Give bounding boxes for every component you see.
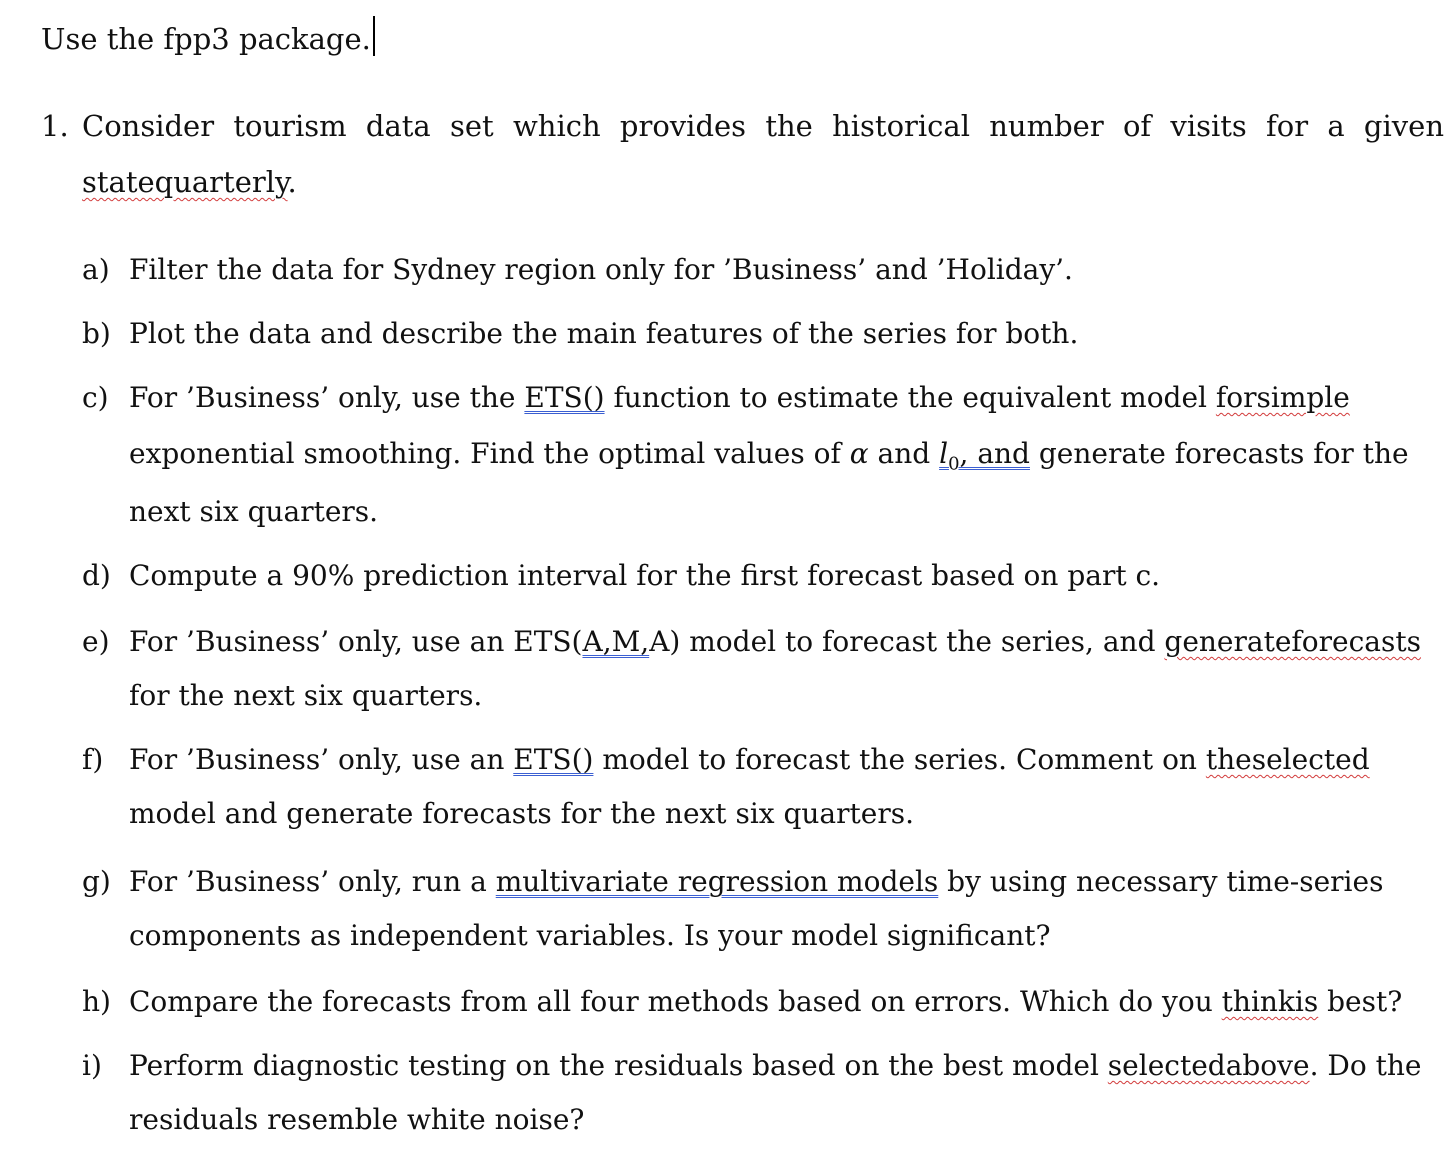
item-a-text: Filter the data for Sydney region only for ’Business’ and ’Holiday’.: [129, 253, 1073, 286]
l-symbol: [939, 437, 960, 475]
item-c-text: For ’Business’ only, use the: [129, 381, 525, 414]
item-c-text: function to estimate the equivalent model: [604, 381, 1216, 414]
item-c-text: exponential smoothing. Find the optimal values of: [129, 437, 850, 470]
item-f-line-2: model and generate forecasts for the next six quarters.: [129, 797, 914, 830]
spelling-flag-forsimple[interactable]: forsimple: [1215, 381, 1350, 414]
item-c-text: generate forecasts for the: [1029, 437, 1409, 470]
grammar-flag-ets[interactable]: ETS(): [524, 381, 605, 414]
item-c-text: , and: [959, 437, 1030, 470]
question-number: 1.: [41, 109, 69, 143]
item-h-text: best?: [1318, 985, 1403, 1018]
item-e-line-1: [129, 620, 1421, 664]
item-c-text: and: [868, 437, 940, 470]
item-f-line-1: [129, 738, 1370, 782]
item-letter: g): [82, 865, 111, 898]
l-subscript: 0: [948, 453, 960, 475]
item-b-text: Plot the data and describe the main features of the series for both.: [129, 317, 1079, 350]
question-1-line-2-end: .: [287, 165, 297, 199]
item-g-text: by using necessary time-series: [938, 865, 1384, 898]
item-g-line-2: components as independent variables. Is your model significant?: [129, 919, 1051, 952]
item-h-line-1: [129, 980, 1402, 1024]
grammar-flag-regression-models[interactable]: multivariate regression models: [495, 865, 939, 898]
item-c-line-2: [129, 432, 1409, 487]
spelling-flag-generateforecasts[interactable]: generateforecasts: [1164, 625, 1421, 658]
l-letter: l: [939, 437, 949, 470]
item-letter: a): [82, 253, 110, 286]
item-c-line-1: [129, 376, 1350, 420]
item-i-text: Perform diagnostic testing on the residuals based on the best model: [129, 1049, 1108, 1082]
question-1-line-2: [82, 160, 297, 204]
item-letter: d): [82, 559, 111, 592]
intro-line[interactable]: [41, 16, 375, 61]
item-e-text: For ’Business’ only, use an ETS(: [129, 625, 583, 658]
item-g-line-1: [129, 860, 1383, 904]
spelling-flag-selectedabove[interactable]: selectedabove: [1107, 1049, 1310, 1082]
item-f-text: model to forecast the series. Comment on: [593, 743, 1206, 776]
text-cursor: [373, 16, 375, 56]
spelling-flag-thinkis[interactable]: thinkis: [1221, 985, 1319, 1018]
item-letter: h): [82, 985, 111, 1018]
item-letter: e): [82, 625, 110, 658]
item-i-text: . Do the: [1309, 1049, 1422, 1082]
item-letter: c): [82, 381, 109, 414]
question-1-line-1: Consider tourism data set which provides the historical number of visits for a given: [82, 109, 1444, 143]
spelling-flag-statequarterly[interactable]: statequarterly: [82, 165, 288, 199]
item-e-text: A) model to forecast the series, and: [649, 625, 1165, 658]
item-h-text: Compare the forecasts from all four methods based on errors. Which do you: [129, 985, 1222, 1018]
item-letter: i): [82, 1049, 102, 1082]
item-f-text: For ’Business’ only, use an: [129, 743, 514, 776]
item-g-text: For ’Business’ only, run a: [129, 865, 496, 898]
item-letter: f): [82, 743, 104, 776]
item-i-line-2: residuals resemble white noise?: [129, 1103, 585, 1136]
item-e-line-2: for the next six quarters.: [129, 679, 483, 712]
item-i-line-1: [129, 1044, 1421, 1088]
alpha-symbol: α: [849, 437, 869, 470]
item-c-line-3: next six quarters.: [129, 495, 379, 528]
grammar-flag-amm[interactable]: A,M,: [582, 625, 650, 658]
item-letter: b): [82, 317, 111, 350]
grammar-flag-ets[interactable]: ETS(): [513, 743, 594, 776]
grammar-flag-l0-and[interactable]: [939, 437, 1030, 475]
spelling-flag-theselected[interactable]: theselected: [1205, 743, 1370, 776]
intro-text: Use the fpp3 package.: [41, 22, 371, 56]
item-d-text: Compute a 90% prediction interval for the first forecast based on part c.: [129, 559, 1161, 592]
